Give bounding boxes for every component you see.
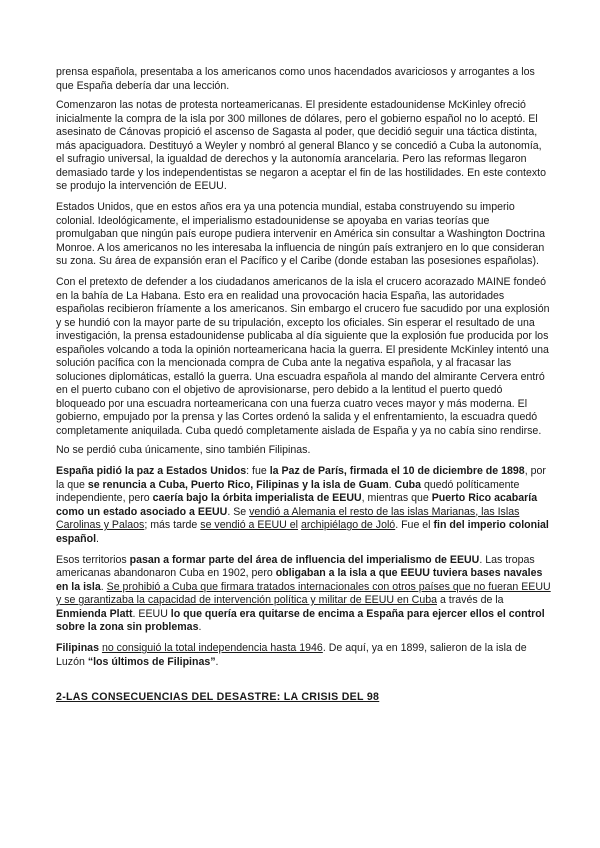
text-bold: Puerto Rico acabaría como un estado asociado a EEUU xyxy=(56,492,538,518)
text-span: quedó políticamente independiente, pero xyxy=(56,478,520,504)
text-span: . EEUU xyxy=(132,607,171,620)
text-span: . De aquí, ya en 1899, salieron de la isla de Luzón xyxy=(56,642,527,668)
text-bold: la Paz de París, firmada el 10 de diciembre de 1898 xyxy=(269,465,525,477)
text-span: . xyxy=(215,655,219,668)
text-span: , por la que xyxy=(56,465,546,491)
text-bold: se renuncia a Cuba, Puerto Rico, Filipinas y la isla de Guam xyxy=(87,478,389,491)
text-span: . xyxy=(388,478,395,491)
text-underlined: Se prohibió a Cuba que firmara tratados internacionales con otros países que no fueran EEUU y se garantizaba la capacidad de intervención política y militar de EEUU en Cuba xyxy=(56,580,551,606)
text-bold: pasan a formar parte del área de influencia del imperialismo de EEUU xyxy=(129,553,480,566)
paragraph-3: Estados Unidos, que en estos años era ya una potencia mundial, estaba construyendo su imperio colonial. Ideológicamente, el imperialismo estadounidense se apoyaba en varias teorías que promulgaban que ningún país europe pudiera intervenir en América sin consultar a Washington Doctrina Monroe. A los americanos no les interesaba la influencia de ningún país extranjero en lo que consideran su zona. Su área de expansión eran el Pacífico y el Caribe (donde estaban las posesiones españolas). xyxy=(56,201,545,267)
document-page xyxy=(56,66,552,705)
text-span: . xyxy=(198,621,202,633)
text-span: . Se xyxy=(227,505,250,518)
text-bold: caería bajo la órbita imperialista de EEUU xyxy=(152,492,362,504)
text-underlined: no consiguió la total independencia hasta 1946 xyxy=(101,642,323,654)
text-bold: obligaban a la isla a que EEUU tuviera bases navales en la isla xyxy=(56,567,543,593)
text-span: ; más tarde xyxy=(144,519,201,531)
text-span: . Las tropas americanas abandonaron Cuba en 1902, pero xyxy=(56,553,535,579)
text-span: a través de la xyxy=(437,594,504,606)
text-underlined: vendió a Alemania el resto de las islas Marianas, las Islas Carolinas y Palaos xyxy=(56,505,520,531)
text-span: . xyxy=(96,532,99,545)
text-span: Esos territorios xyxy=(56,553,130,566)
text-bold: “los últimos de Filipinas” xyxy=(87,655,216,668)
paragraph-5: No se perdió cuba únicamente, sino también Filipinas. xyxy=(56,444,311,456)
text-span: . Fue el xyxy=(395,519,434,531)
text-bold: Enmienda Platt xyxy=(56,607,133,620)
text-underlined: archipiélago de Joló xyxy=(300,519,396,531)
text-bold: lo que quería era quitarse de encima a España para ejercer ellos el control sobre la zona sin problemas xyxy=(56,607,545,633)
paragraph-6 xyxy=(56,465,552,546)
text-underlined: se vendió a EEUU el xyxy=(200,519,299,531)
text-bold: fin del imperio colonial español xyxy=(56,519,549,545)
text-span: , mientras que xyxy=(361,492,432,504)
section-heading: 2-LAS CONSECUENCIAS DEL DESASTRE: LA CRISIS DEL 98 xyxy=(56,691,380,703)
paragraph-2: Comenzaron las notas de protesta norteamericanas. El presidente estadounidense McKinley ofreció inicialmente la compra de la isla por 300 millones de dólares, pero el gobierno español no lo aceptó. El asesinato de Cánovas propició el ascenso de Sagasta al poder, que decidió seguir una táctica distinta, más apaciguadora. Destituyó a Weyler y nombró al general Blanco y se concedió a Cuba la autonomía, el sufragio universal, la igualdad de derechos y la autonomía arancelaria. Pero las reformas llegaron demasiado tarde y los independentistas se negaron a aceptar el fin de las hostilidades. En este contexto se produjo la intervención de EEUU. xyxy=(56,99,546,192)
paragraph-1: prensa española, presentaba a los americanos como unos hacendados avariciosos y arrogantes a los que España debería dar una lección. xyxy=(56,66,535,92)
paragraph-4: Con el pretexto de defender a los ciudadanos americanos de la isla el crucero acorazado MAINE fondeó en la bahía de La Habana. Esto era en realidad una provocación hacia España, las autoridades españolas recibieron fríamente a los americanos. Sin embargo el crucero fue sacudido por una explosión y se hundió con la mayor parte de su tripulación, excepto los oficiales. Sin esperar el resultado de una investigación, la prensa estadounidense publicaba al día siguiente que la explosión fue producida por los españoles volcando a toda la opinión norteamericana hacia la guerra. El presidente McKinley intentó una solución pacífica con la mencionada compra de Cuba ante la negativa española, y al fracasar las soluciones diplomáticas, estalló la guerra. Una escuadra española al mando del almirante Cervera entró en el puerto cubano con el objetivo de aprovisionarse, pero debido a la lentitud el puerto quedó bloqueado por una escuadra norteamericana con una fuerza cuatro veces mayor y más moderna. El gobierno, empujado por la prensa y las Cortes ordenó la salida y el enfrentamiento, la escuadra quedó completamente aniquilada. Cuba quedó completamente aislada de España y ya no cabía sino rendirse. xyxy=(56,276,550,437)
text-span: : fue xyxy=(246,465,270,477)
text-bold: España pidió la paz a Estados Unidos xyxy=(56,465,247,477)
paragraph-7 xyxy=(56,554,552,635)
paragraph-8 xyxy=(56,642,552,669)
text-span: . xyxy=(100,580,107,593)
text-bold: Filipinas xyxy=(56,642,99,654)
text-bold: Cuba xyxy=(394,478,422,491)
